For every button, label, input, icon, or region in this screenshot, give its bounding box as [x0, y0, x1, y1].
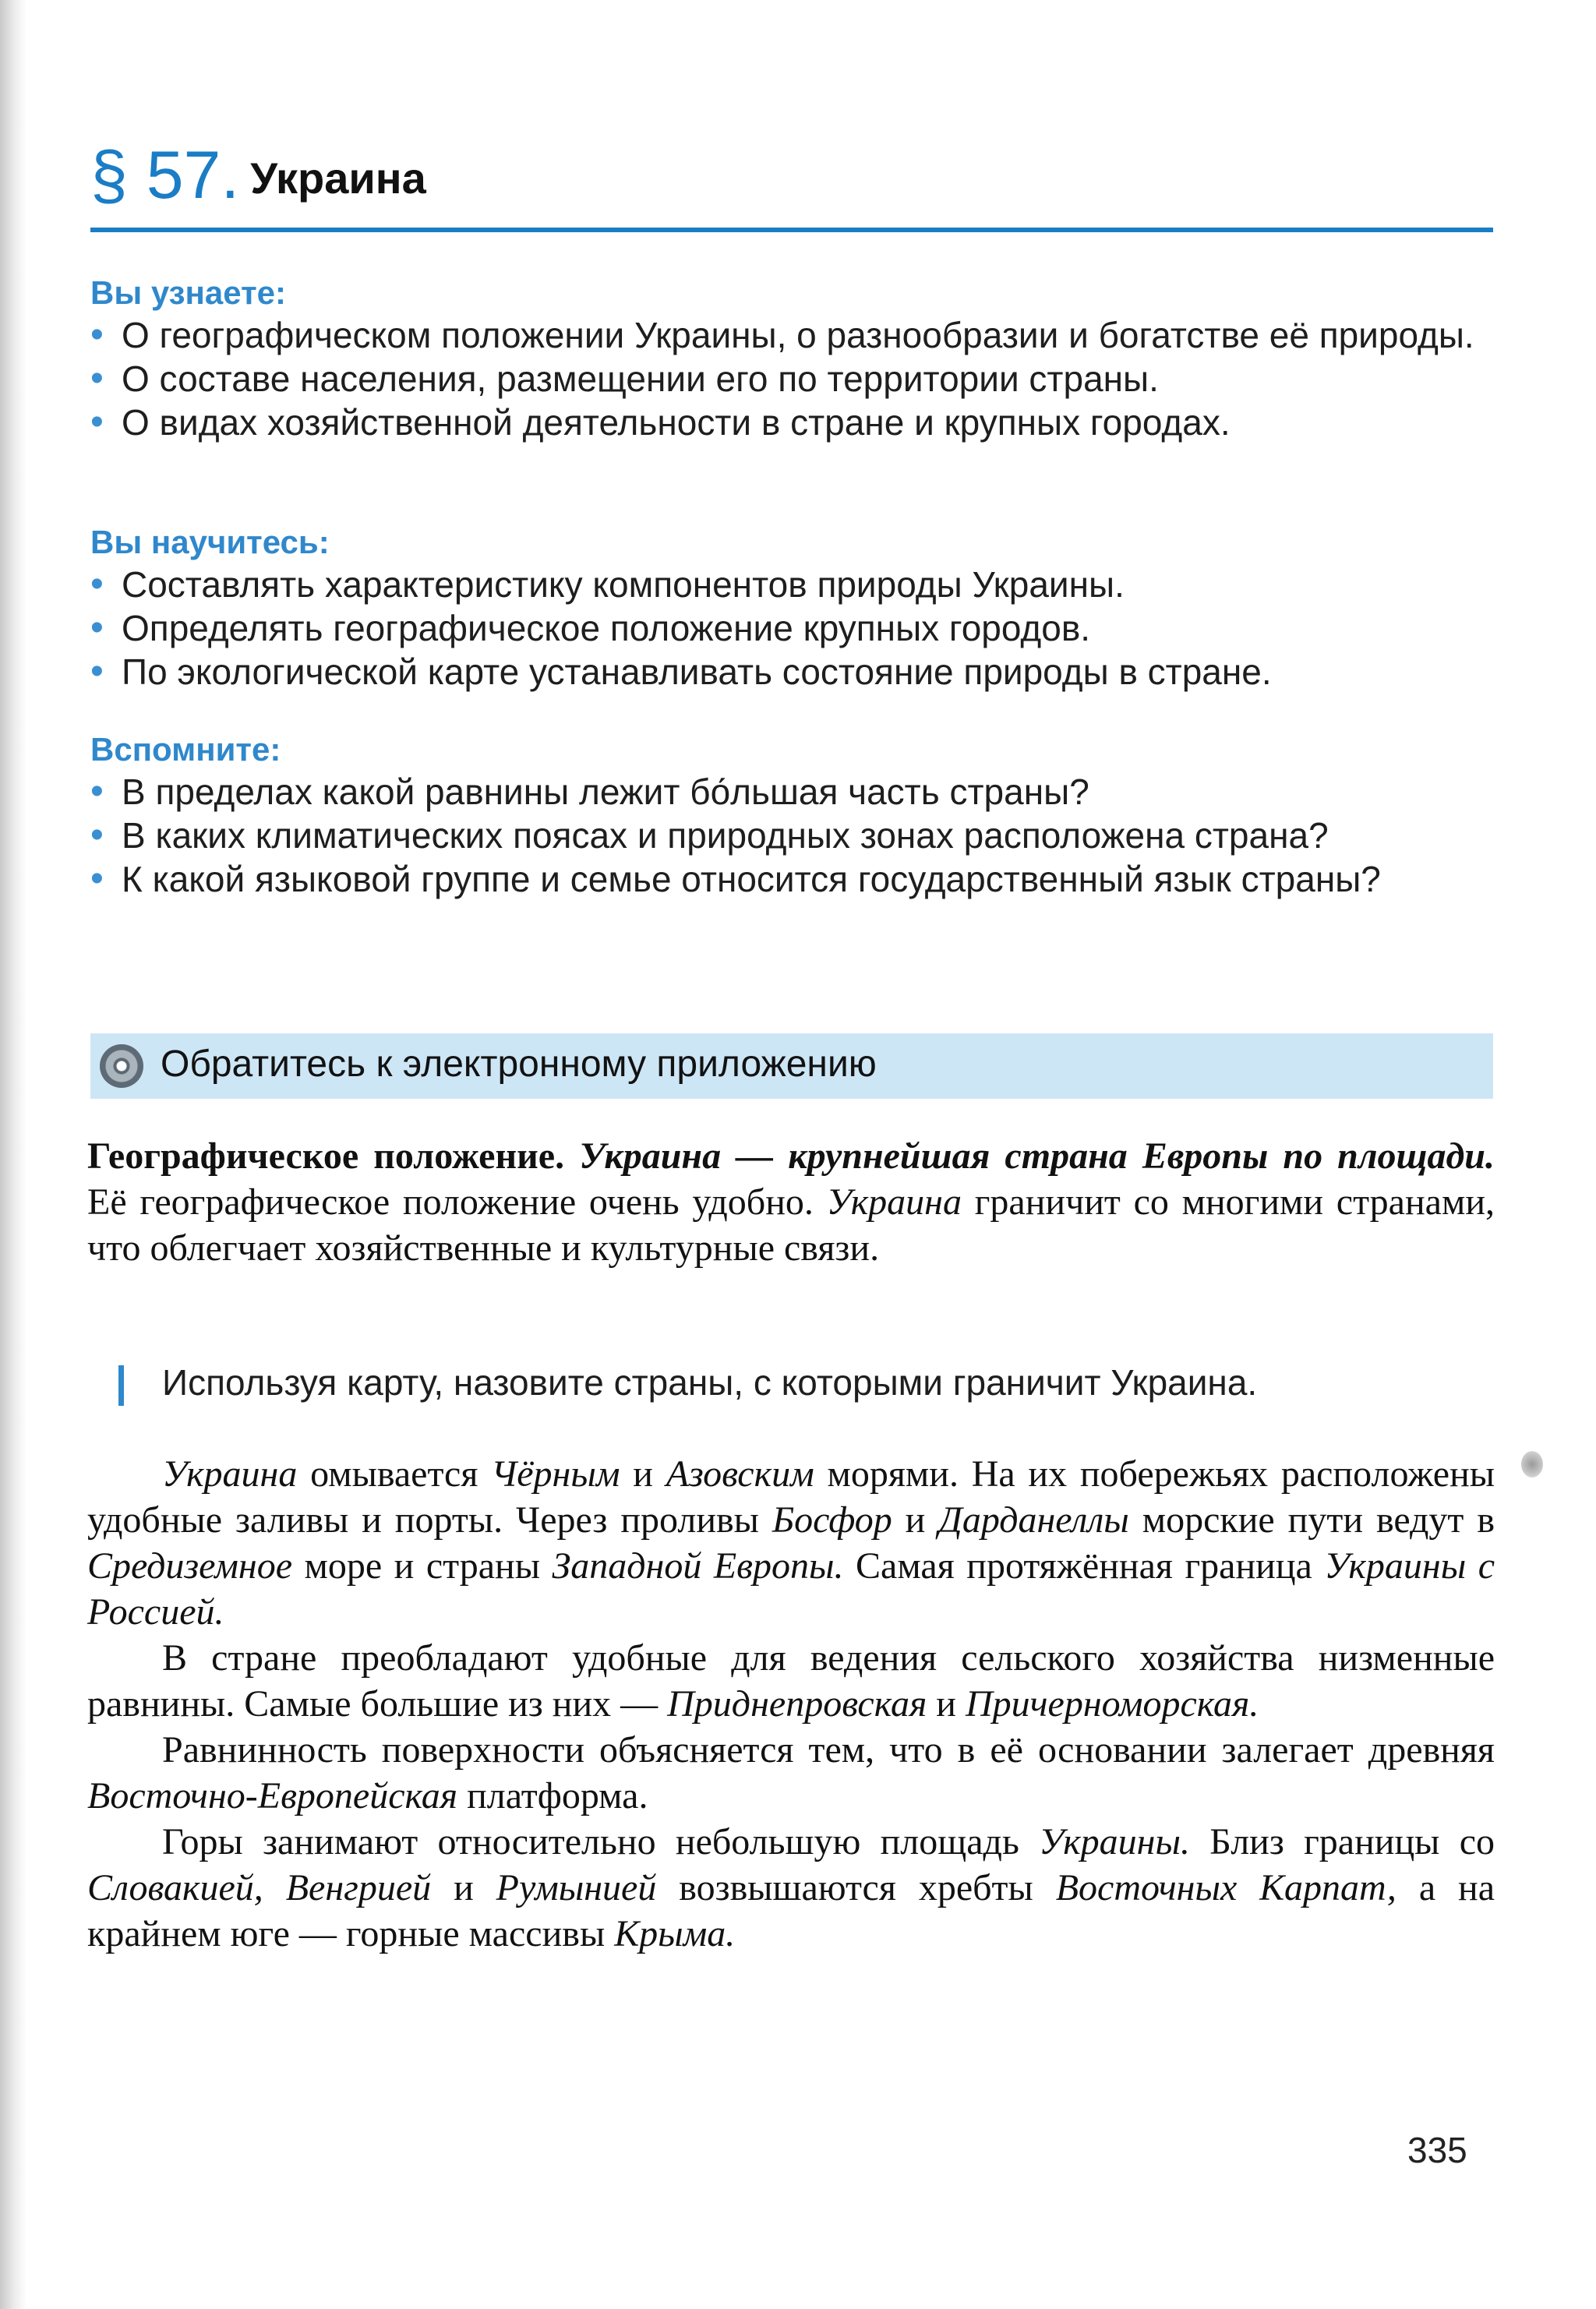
bullet-icon: •	[90, 858, 104, 899]
e-app-label: Обратитесь к электронному приложению	[161, 1043, 877, 1085]
section-title: Украина	[250, 154, 426, 203]
bullet-icon: •	[90, 563, 104, 605]
paragraph-mountains: Горы занимают относительно небольшую площадь Украины. Близ границы со Словакией, Венгрией и Румынией возвышаются хребты Восточных Карпат, а на крайнем юге — горные массивы Крыма.	[87, 1821, 1495, 1954]
remember-heading: Вспомните:	[90, 731, 281, 768]
list-item: • Определять географическое положение крупных городов.	[90, 607, 1091, 648]
you-master-heading: Вы научитесь:	[90, 524, 330, 560]
bullet-icon: •	[90, 607, 104, 648]
section-number-dot: .	[221, 138, 240, 213]
page-number: 335	[1407, 2130, 1467, 2170]
paragraph-platform: Равнинность поверхности объясняется тем, что в её основании залегает древняя Восточно-Европейская платформа.	[87, 1729, 1495, 1816]
list-item: • Составлять характеристику компонентов природы Украины.	[90, 563, 1125, 605]
you-learn-block	[90, 273, 1493, 444]
list-item: • О географическом положении Украины, о разнообразии и богатстве её природы.	[90, 314, 1474, 355]
list-item: • В пределах какой равнины лежит бо́льшая часть страны?	[90, 771, 1089, 812]
you-learn-heading: Вы узнаете:	[90, 274, 286, 311]
bullet-icon: •	[90, 771, 104, 812]
disc-icon	[100, 1044, 143, 1088]
list-item: • По экологической карте устанавливать состояние природы в стране.	[90, 651, 1272, 692]
you-learn-list	[90, 313, 1493, 444]
list-item: • В каких климатических поясах и природных зонах расположена страна?	[90, 814, 1329, 856]
bullet-icon: •	[90, 651, 104, 692]
body-text	[87, 1451, 1495, 1957]
you-master-list	[90, 563, 1493, 694]
bullet-icon: •	[90, 358, 104, 399]
you-master-block	[90, 522, 1493, 694]
e-app-banner[interactable]	[90, 1033, 1493, 1099]
list-item: • К какой языковой группе и семье относится государственный язык страны?	[90, 858, 1381, 899]
task-marker	[118, 1365, 124, 1406]
list-item: • О составе населения, размещении его по территории страны.	[90, 358, 1159, 399]
bullet-icon: •	[90, 814, 104, 856]
paragraph-seas: Украина омывается Чёрным и Азовским морями. На их побережьях расположены удобные заливы и порты. Через проливы Босфор и Дарданеллы морские пути ведут в Средиземное море и страны Западной Европы. Самая протяжённая граница Украины с Россией.	[87, 1453, 1495, 1633]
section-header	[90, 137, 426, 214]
paragraph-geo-position: Географическое положение. Украина — крупнейшая страна Европы по площади. Её географическое положение очень удобно. Украина граничит со многими странами, что облегчает хозяйственные и культурные связи.	[87, 1135, 1495, 1269]
paragraph-plains: В стране преобладают удобные для ведения сельского хозяйства низменные равнины. Самые большие из них — Приднепровская и Причерноморская.	[87, 1637, 1495, 1725]
remember-block	[90, 729, 1493, 901]
list-item: • О видах хозяйственной деятельности в стране и крупных городах.	[90, 401, 1231, 443]
remember-list	[90, 770, 1493, 901]
title-underline	[90, 228, 1493, 232]
bullet-icon: •	[90, 401, 104, 443]
section-number: § 57	[90, 138, 221, 213]
bullet-icon: •	[90, 314, 104, 355]
task-text: Используя карту, назовите страны, с которыми граничит Украина.	[162, 1362, 1258, 1403]
